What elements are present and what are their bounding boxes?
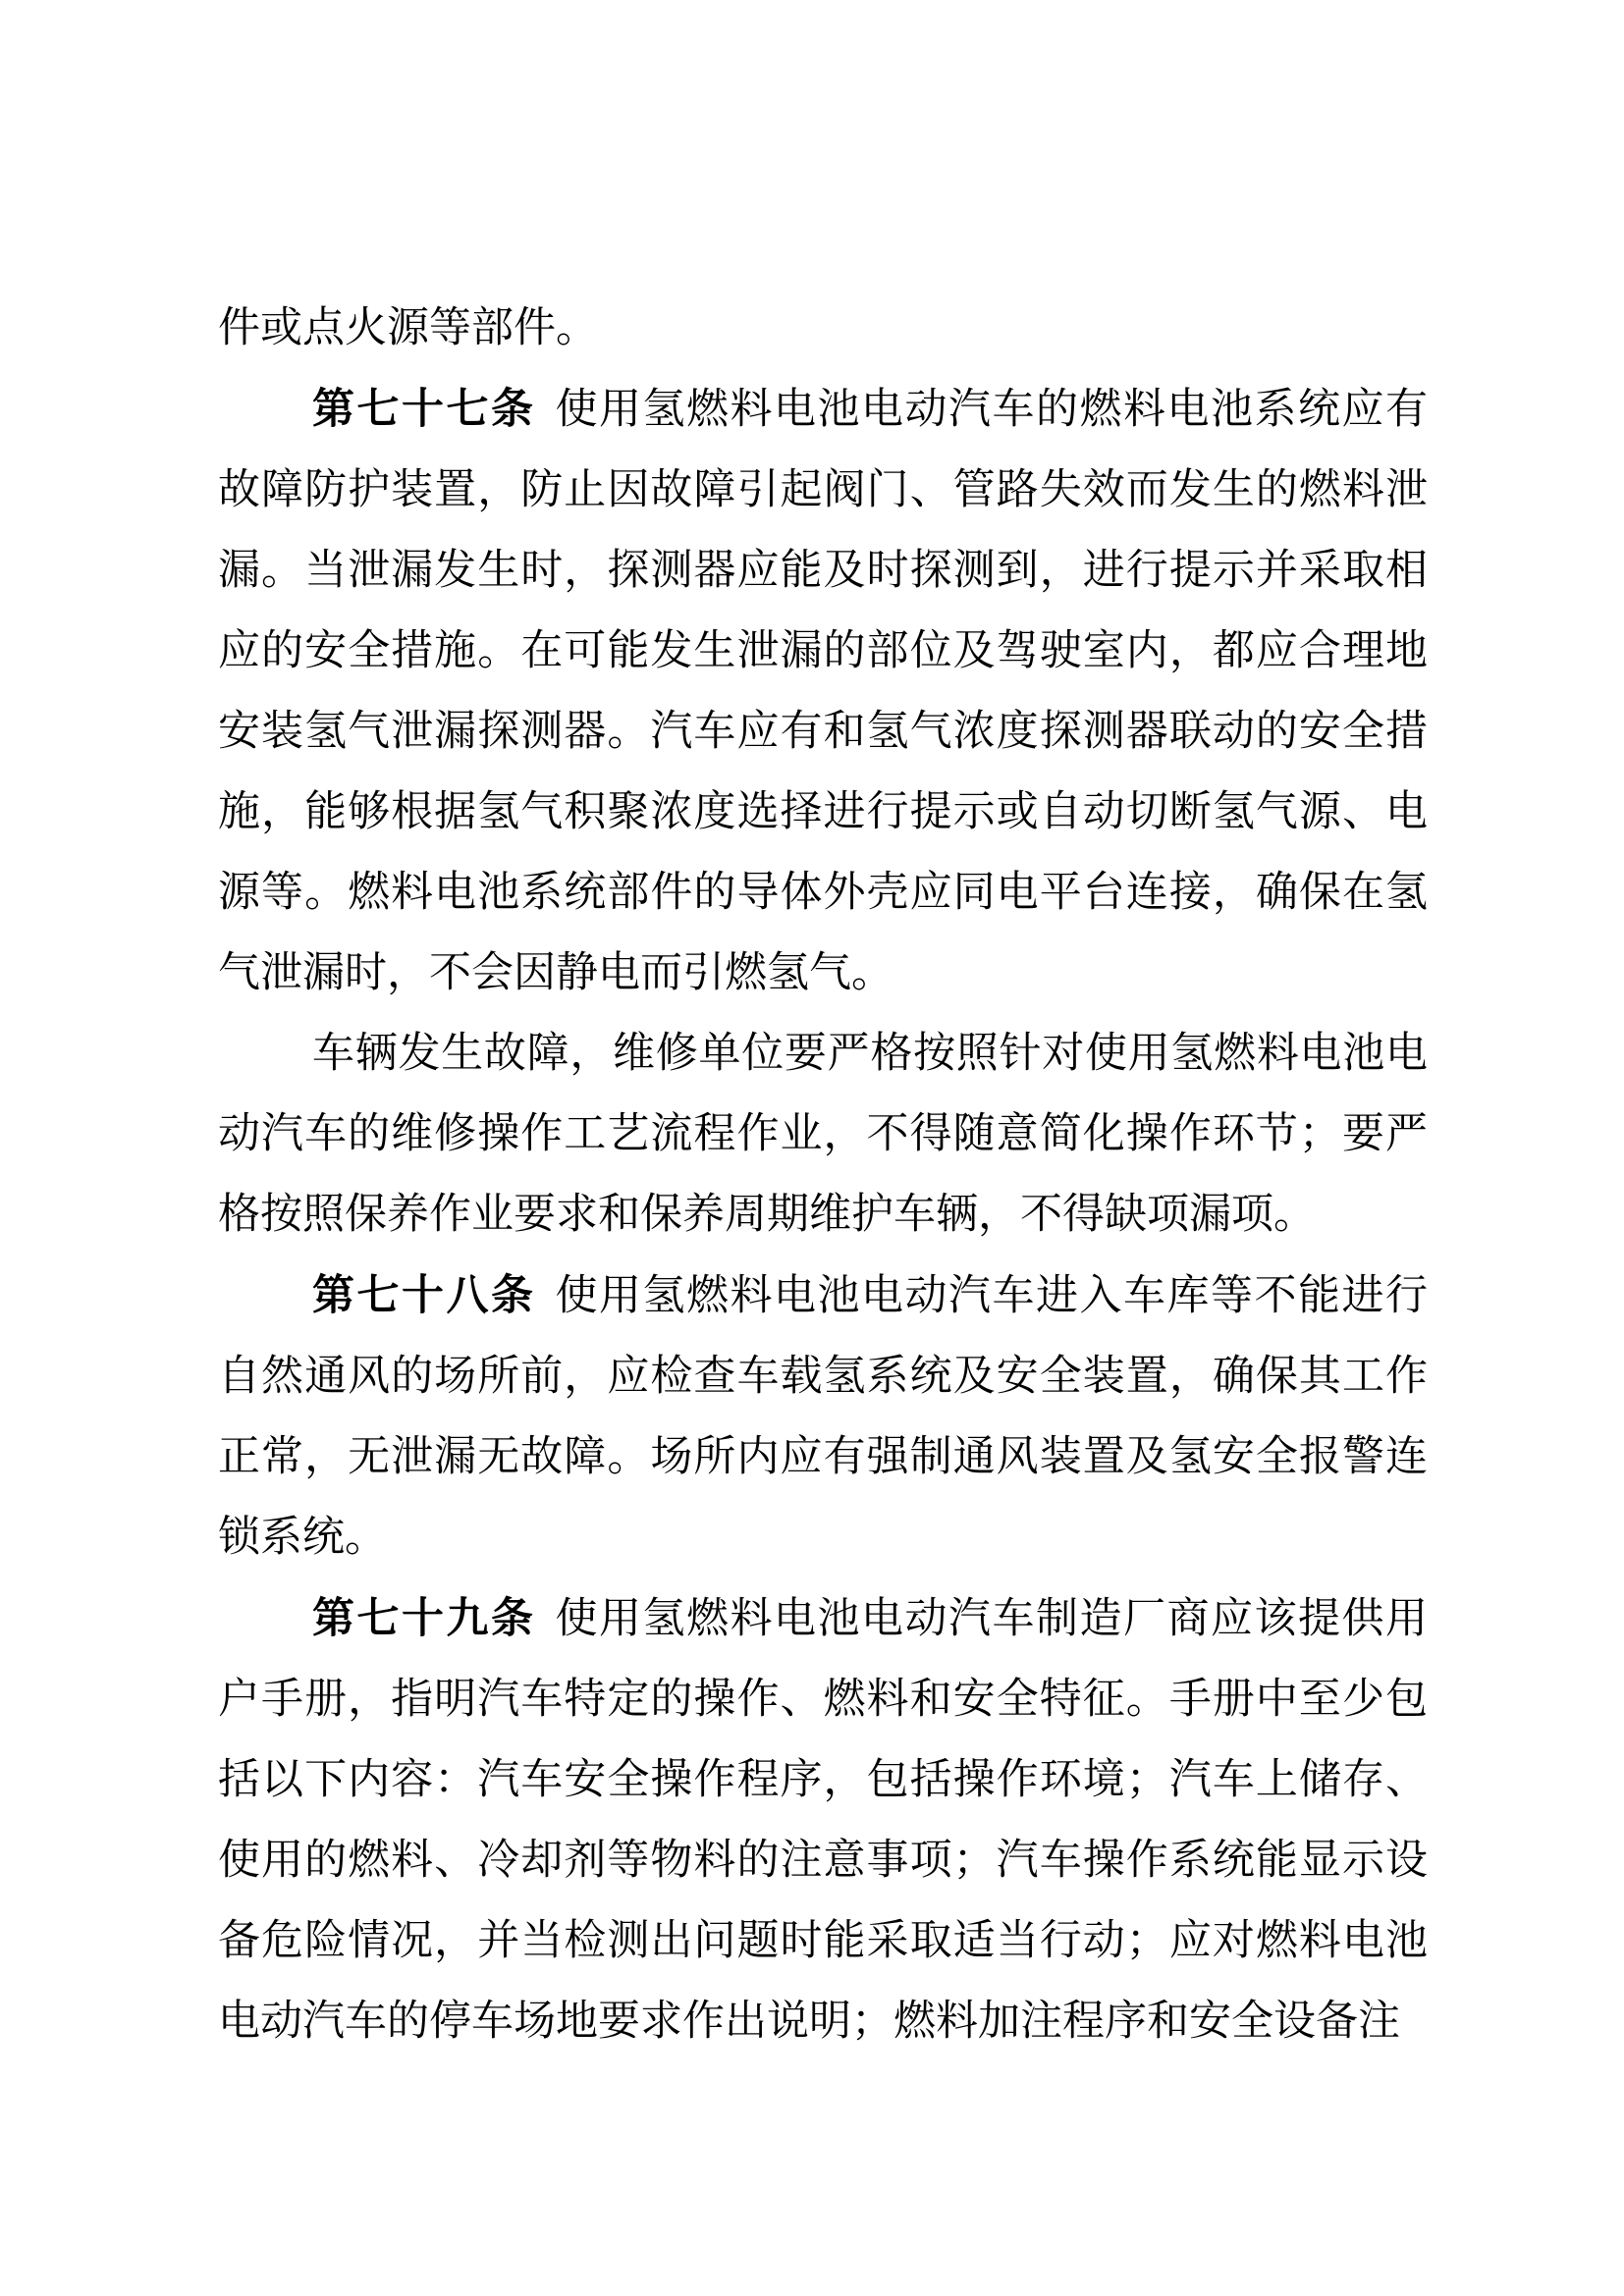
- article-number: 第七十七条: [312, 386, 536, 433]
- text-block: [218, 289, 1428, 2062]
- paragraph-article-78: [218, 1255, 1428, 1578]
- paragraph-maintenance: [218, 1014, 1428, 1255]
- paragraph-text: 使用氢燃料电池电动汽车进入车库等不能进行自然通风的场所前，应检查车载氢系统及安全装置，确保其工作正常，无泄漏无故障。场所内应有强制通风装置及氢安全报警连锁系统。: [218, 1273, 1428, 1561]
- paragraph-continuation: [218, 289, 1428, 369]
- paragraph-article-77: [218, 369, 1428, 1014]
- article-number: 第七十九条: [312, 1595, 536, 1642]
- paragraph-text: 使用氢燃料电池电动汽车的燃料电池系统应有故障防护装置，防止因故障引起阀门、管路失效而发生的燃料泄漏。当泄漏发生时，探测器应能及时探测到，进行提示并采取相应的安全措施。在可能发生泄漏的部位及驾驶室内，都应合理地安装氢气泄漏探测器。汽车应有和氢气浓度探测器联动的安全措施，能够根据氢气积聚浓度选择进行提示或自动切断氢气源、电源等。燃料电池系统部件的导体外壳应同电平台连接，确保在氢气泄漏时，不会因静电而引燃氢气。: [218, 387, 1428, 996]
- paragraph-text: 使用氢燃料电池电动汽车制造厂商应该提供用户手册，指明汽车特定的操作、燃料和安全特征。手册中至少包括以下内容：汽车安全操作程序，包括操作环境；汽车上储存、使用的燃料、冷却剂等物料的注意事项；汽车操作系统能显示设备危险情况，并当检测出问题时能采取适当行动；应对燃料电池电动汽车的停车场地要求作出说明；燃料加注程序和安全设备注: [218, 1596, 1428, 2045]
- paragraph-text: 车辆发生故障，维修单位要严格按照针对使用氢燃料电池电动汽车的维修操作工艺流程作业，不得随意简化操作环节；要严格按照保养作业要求和保养周期维护车辆，不得缺项漏项。: [218, 1031, 1428, 1238]
- article-number: 第七十八条: [312, 1272, 536, 1319]
- paragraph-article-79: [218, 1578, 1428, 2062]
- paragraph-text: 件或点火源等部件。: [218, 305, 598, 351]
